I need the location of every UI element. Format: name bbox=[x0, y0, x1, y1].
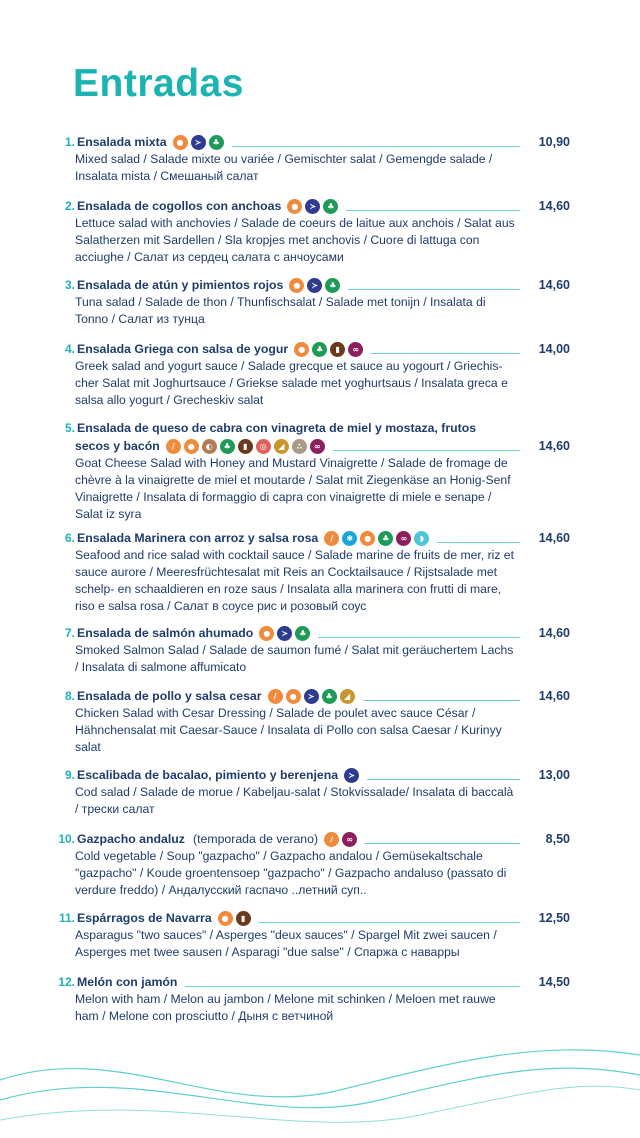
item-description: Smoked Salmon Salad / Salade de saumon fumé / Salat mit geräuchertem Lachs / Insalata di salmone affumicato bbox=[75, 643, 514, 674]
fish-allergen-icon: ≻ bbox=[307, 278, 322, 293]
mustard-allergen-icon: ◢ bbox=[340, 689, 355, 704]
leader-line bbox=[346, 202, 520, 211]
item-number: 4. bbox=[64, 342, 75, 356]
egg-allergen-icon: ● bbox=[184, 439, 199, 454]
item-name: Melón con jamón bbox=[77, 975, 178, 989]
item-number: 8. bbox=[64, 689, 75, 703]
item-name: Ensalada de cogollos con anchoas bbox=[77, 199, 282, 213]
item-number: 1. bbox=[64, 135, 75, 149]
allergen-icons bbox=[324, 531, 429, 546]
allergen-icons bbox=[287, 199, 338, 214]
celery-allergen-icon: ♣ bbox=[323, 199, 338, 214]
celery-allergen-icon: ♣ bbox=[325, 278, 340, 293]
item-name: Ensalada de pollo y salsa cesar bbox=[77, 689, 262, 703]
wave-decoration bbox=[0, 1020, 640, 1138]
leader-line bbox=[437, 534, 520, 543]
item-number: 3. bbox=[64, 278, 75, 292]
item-name: Ensalada de atún y pimientos rojos bbox=[77, 278, 284, 292]
leader-line bbox=[259, 914, 520, 923]
allergen-icons bbox=[324, 832, 357, 847]
item-name: Ensalada Marinera con arroz y salsa rosa bbox=[77, 531, 319, 545]
celery-allergen-icon: ♣ bbox=[378, 531, 393, 546]
menu-item bbox=[40, 197, 570, 266]
item-price: 8,50 bbox=[545, 832, 570, 846]
item-note: (temporada de verano) bbox=[192, 832, 319, 846]
celery-allergen-icon: ♣ bbox=[209, 135, 224, 150]
leader-line bbox=[348, 281, 520, 290]
gluten-allergen-icon: / bbox=[324, 531, 339, 546]
egg-allergen-icon: ● bbox=[259, 626, 274, 641]
menu-item bbox=[40, 687, 570, 756]
item-description: Mixed salad / Salade mixte ou variée / Gemischter salat / Gemengde salade / Insalata mista / Смешаный салат bbox=[75, 152, 493, 183]
milk-allergen-icon: ▮ bbox=[236, 911, 251, 926]
milk-allergen-icon: ▮ bbox=[238, 439, 253, 454]
item-price: 12,50 bbox=[538, 911, 570, 925]
item-price: 14,60 bbox=[538, 626, 570, 640]
egg-allergen-icon: ● bbox=[287, 199, 302, 214]
fish-allergen-icon: ≻ bbox=[305, 199, 320, 214]
item-name-continued: secos y bacón bbox=[75, 439, 160, 453]
nuts-allergen-icon: ◐ bbox=[202, 439, 217, 454]
item-number: 5. bbox=[64, 421, 75, 435]
item-number: 12. bbox=[58, 975, 75, 989]
item-description: Lettuce salad with anchovies / Salade de coeurs de laitue aux anchois / Salat aus Salatherzen mit Sardellen / Sla kropjes met anchovis / Cuore di lattuga con acciughe / Салат из сердец салата с анчоусами bbox=[75, 216, 515, 264]
item-price: 14,60 bbox=[538, 689, 570, 703]
menu-item bbox=[40, 276, 570, 328]
allergen-icons bbox=[218, 911, 251, 926]
allergen-icons bbox=[268, 689, 355, 704]
egg-allergen-icon: ● bbox=[360, 531, 375, 546]
item-name: Ensalada de queso de cabra con vinagreta de miel y mostaza, frutos bbox=[77, 421, 477, 435]
menu-item bbox=[40, 830, 570, 899]
item-price: 14,60 bbox=[538, 531, 570, 545]
celery-allergen-icon: ♣ bbox=[295, 626, 310, 641]
item-number: 6. bbox=[64, 531, 75, 545]
mustard-allergen-icon: ◢ bbox=[274, 439, 289, 454]
menu-item bbox=[40, 624, 570, 676]
gluten-allergen-icon: / bbox=[324, 832, 339, 847]
leader-line bbox=[371, 345, 520, 354]
item-description: Goat Cheese Salad with Honey and Mustard Vinaigrette / Salade de fromage de chèvre à la vinaigrette de miel et moutarde / Salat mit Ziegenkäse an Honig-Senf Vinaigrette / Insalata di formaggio di capra con vinaigrette di miele e senape / Salat iz syra bbox=[75, 456, 511, 521]
peanuts-allergen-icon: ◎ bbox=[256, 439, 271, 454]
item-number: 10. bbox=[58, 832, 75, 846]
sulphites-allergen-icon: ∞ bbox=[342, 832, 357, 847]
sulphites-allergen-icon: ∞ bbox=[348, 342, 363, 357]
item-description: Asparagus "two sauces" / Asperges "deux sauces" / Spargel Mit zwei saucen / Asperges met twee sausen / Asparagi "due salse" / Спаржа с наварры bbox=[75, 928, 497, 959]
leader-line bbox=[365, 835, 520, 844]
celery-allergen-icon: ♣ bbox=[322, 689, 337, 704]
leader-line bbox=[363, 692, 520, 701]
menu-item bbox=[40, 766, 570, 818]
item-name: Escalibada de bacalao, pimiento y berenjena bbox=[77, 768, 339, 782]
item-price: 14,00 bbox=[538, 342, 570, 356]
item-price: 14,60 bbox=[538, 439, 570, 453]
menu-item bbox=[40, 973, 570, 1025]
item-number: 9. bbox=[64, 768, 75, 782]
item-description: Melon with ham / Melon au jambon / Melone mit schinken / Meloen met rauwe ham / Melone con prosciutto / Дыня с ветчиной bbox=[75, 992, 496, 1023]
item-price: 14,60 bbox=[538, 278, 570, 292]
leader-line bbox=[185, 978, 520, 987]
allergen-icons bbox=[173, 135, 224, 150]
item-name: Ensalada Griega con salsa de yogur bbox=[77, 342, 289, 356]
allergen-icons bbox=[344, 768, 359, 783]
menu-item bbox=[40, 419, 570, 523]
menu-item bbox=[40, 529, 570, 615]
item-number: 2. bbox=[64, 199, 75, 213]
item-name: Gazpacho andaluz bbox=[77, 832, 185, 846]
celery-allergen-icon: ♣ bbox=[312, 342, 327, 357]
egg-allergen-icon: ● bbox=[289, 278, 304, 293]
fish-allergen-icon: ≻ bbox=[304, 689, 319, 704]
egg-allergen-icon: ● bbox=[286, 689, 301, 704]
page-title: Entradas bbox=[73, 62, 244, 105]
sulphites-allergen-icon: ∞ bbox=[396, 531, 411, 546]
item-price: 14,50 bbox=[538, 975, 570, 989]
allergen-icons bbox=[294, 342, 363, 357]
item-description: Cold vegetable / Soup "gazpacho" / Gazpacho andalou / Gemüsekaltschale "gazpacho" / Koude groentensoep "gazpacho" / Gazpacho andaluso (passato di verdure freddo) / Андалусский гаспачо ..летний суп.. bbox=[75, 849, 507, 897]
item-name: Ensalada de salmón ahumado bbox=[77, 626, 254, 640]
item-price: 13,00 bbox=[538, 768, 570, 782]
item-description: Cod salad / Salade de morue / Kabeljau-salat / Stokvissalade/ Insalata di baccalà / трески салат bbox=[75, 785, 514, 816]
gluten-allergen-icon: / bbox=[268, 689, 283, 704]
item-number: 7. bbox=[64, 626, 75, 640]
milk-allergen-icon: ▮ bbox=[330, 342, 345, 357]
fish-allergen-icon: ≻ bbox=[344, 768, 359, 783]
fish-allergen-icon: ≻ bbox=[277, 626, 292, 641]
item-description: Chicken Salad with Cesar Dressing / Salade de poulet avec sauce César / Hähnchensalat mit Caesar-Sauce / Insalata di Pollo con salsa Caesar / Kurinyy salat bbox=[75, 706, 502, 754]
allergen-icons bbox=[289, 278, 340, 293]
item-name: Espárragos de Navarra bbox=[77, 911, 212, 925]
item-number: 11. bbox=[58, 911, 75, 925]
item-description: Greek salad and yogurt sauce / Salade grecque et sauce au yogourt / Griechis-cher Salat mit Joghurtsauce / Griekse salade met yoghurtsaus / Insalata greca e salsa allo yogurt / Grecheskiv salat bbox=[75, 359, 508, 407]
sesame-allergen-icon: ∴ bbox=[292, 439, 307, 454]
leader-line bbox=[318, 629, 520, 638]
item-price: 14,60 bbox=[538, 199, 570, 213]
allergen-icons bbox=[259, 626, 310, 641]
egg-allergen-icon: ● bbox=[294, 342, 309, 357]
item-price: 10,90 bbox=[538, 135, 570, 149]
crustaceans-allergen-icon: ✱ bbox=[342, 531, 357, 546]
item-description: Seafood and rice salad with cocktail sauce / Salade marine de fruits de mer, riz et sauce aurore / Meeresfrüchtesalat mit Reis an Cocktailsauce / Rijstsalade met schelp- en schaaldieren en roze saus / Insalata alla marinera con frutti di mare, riso e salsa rosa / Салат в соусе рис и розовый соус bbox=[75, 548, 514, 613]
allergen-icons bbox=[166, 439, 325, 454]
leader-line bbox=[232, 138, 520, 147]
menu-item bbox=[40, 340, 570, 409]
egg-allergen-icon: ● bbox=[173, 135, 188, 150]
egg-allergen-icon: ● bbox=[218, 911, 233, 926]
sulphites-allergen-icon: ∞ bbox=[310, 439, 325, 454]
celery-allergen-icon: ♣ bbox=[220, 439, 235, 454]
gluten-allergen-icon: / bbox=[166, 439, 181, 454]
molluscs-allergen-icon: ◗ bbox=[414, 531, 429, 546]
item-name: Ensalada mixta bbox=[77, 135, 167, 149]
leader-line bbox=[333, 442, 520, 451]
item-description: Tuna salad / Salade de thon / Thunfischsalat / Salade met tonijn / Insalata di Tonno / Салат из тунца bbox=[75, 295, 486, 326]
fish-allergen-icon: ≻ bbox=[191, 135, 206, 150]
menu-item bbox=[40, 133, 570, 185]
menu-item bbox=[40, 909, 570, 961]
leader-line bbox=[367, 771, 520, 780]
